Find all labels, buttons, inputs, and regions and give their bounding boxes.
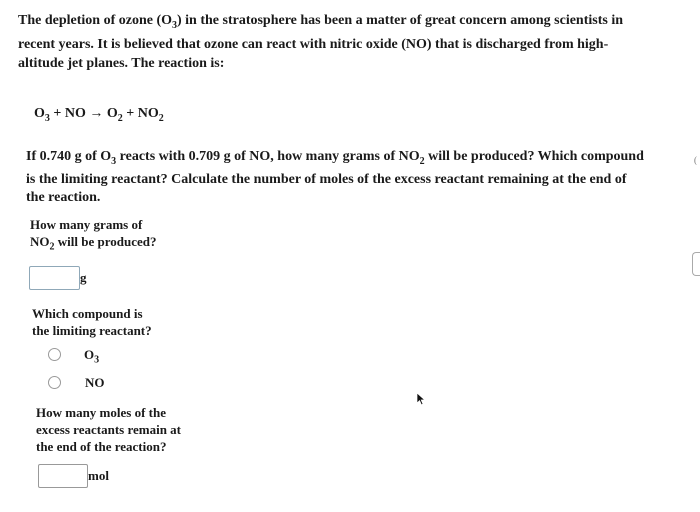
option-no-label[interactable]: NO <box>85 375 105 390</box>
grams-no2-input[interactable] <box>29 266 80 290</box>
question-limiting-reactant: Which compound is the limiting reactant? <box>32 306 152 338</box>
mol-unit-label: mol <box>88 468 109 483</box>
radio-option-o3[interactable] <box>48 348 61 361</box>
question-grams-no2: How many grams of $NO_2$ will be produced? <box>30 217 157 253</box>
problem-intro: The depletion of ozone $(O_3)$ in the stratosphere has been a matter of great concern among scientists in recent years. It is believed that ozone can react with nitric oxide (NO) that is discharged from high- altitude jet planes. The reaction is: <box>18 13 624 71</box>
problem-statement: If 0.740 g of $O_3$ reacts with 0.709 g of NO, how many grams of $NO_2$ will be produced? Which compound is the limiting reactant? Calculate the number of moles of the excess reactant remaining at the end of the reaction. <box>26 149 644 205</box>
mouse-cursor-icon <box>416 392 426 406</box>
radio-option-no[interactable] <box>48 376 61 389</box>
reaction-equation: $O_3$ + NO → $O_2 + NO_2$ <box>34 106 164 124</box>
excess-moles-input[interactable] <box>38 464 88 488</box>
grams-unit-label: g <box>80 270 87 285</box>
edge-glyph: ( <box>694 155 697 165</box>
question-excess-moles: How many moles of the excess reactants remain at the end of the reaction? <box>36 405 182 454</box>
side-panel-tab[interactable] <box>692 252 700 276</box>
option-o3-label[interactable]: $O_3$ <box>84 347 100 366</box>
arrow-icon: → <box>89 106 104 121</box>
